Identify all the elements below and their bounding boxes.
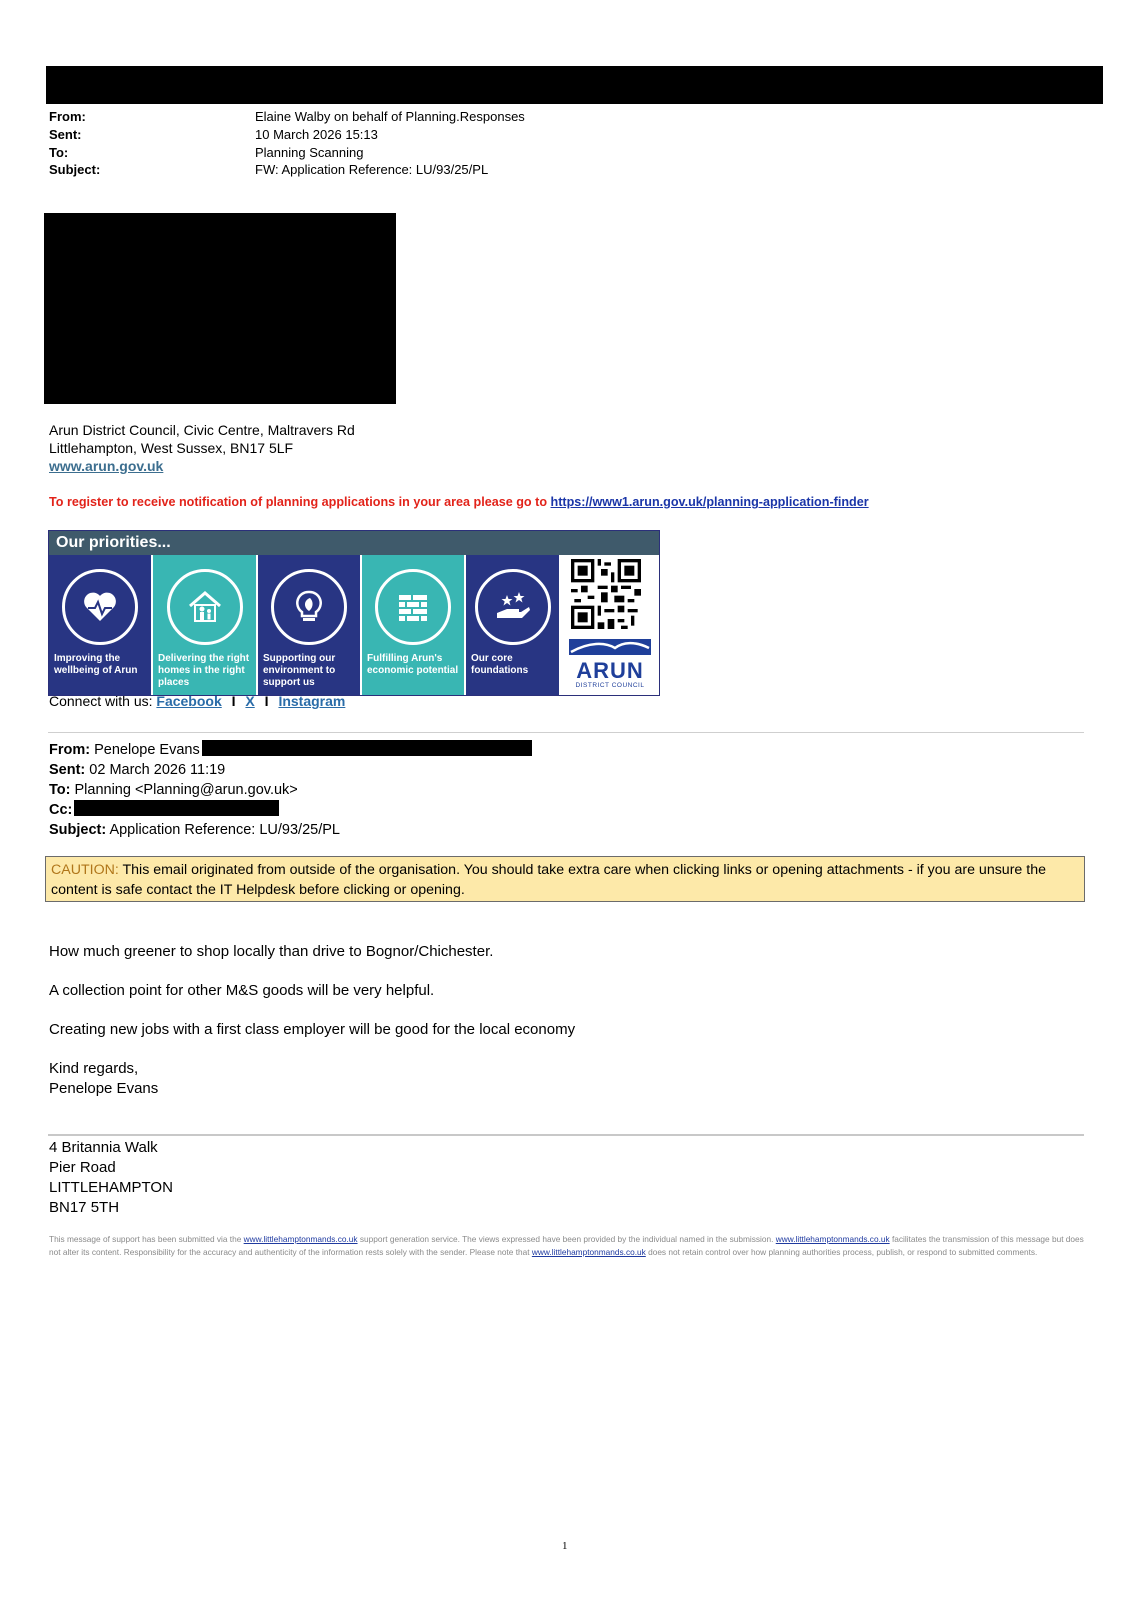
sent-label: Sent: xyxy=(49,127,82,142)
from-value: Elaine Walby on behalf of Planning.Responses xyxy=(255,109,525,124)
address-line: Littlehampton, West Sussex, BN17 5LF xyxy=(49,440,294,456)
body-paragraph: Creating new jobs with a first class employer will be good for the local economy xyxy=(49,1021,576,1038)
fwd-sent-value: 02 March 2026 11:19 xyxy=(89,762,226,778)
tile-caption: Improving the wellbeing of Arun xyxy=(54,653,138,676)
fwd-subject-label: Subject: xyxy=(49,822,107,838)
divider xyxy=(48,1134,1084,1136)
fwd-subject-value: Application Reference: LU/93/25/PL xyxy=(109,822,340,838)
fwd-from-label: From: xyxy=(49,742,91,758)
qr-code-icon[interactable] xyxy=(571,559,641,629)
fwd-sent-label: Sent: xyxy=(49,762,86,778)
subject-value: FW: Application Reference: LU/93/25/PL xyxy=(255,162,489,177)
disclaimer-link[interactable]: www.littlehamptonmands.co.uk xyxy=(775,1234,890,1244)
connect-row xyxy=(49,693,345,709)
body-paragraph: How much greener to shop locally than drive to Bognor/Chichester. xyxy=(49,943,494,960)
qr-and-logo xyxy=(561,555,659,695)
page-number: 1 xyxy=(562,1540,568,1552)
council-website-link[interactable]: www.arun.gov.uk xyxy=(49,458,164,474)
instagram-link[interactable]: Instagram xyxy=(278,693,346,709)
x-link[interactable]: X xyxy=(245,693,255,709)
brick-wall-icon xyxy=(375,569,451,645)
notice-text: To register to receive notification of planning applications in your area please go to xyxy=(49,495,548,509)
divider xyxy=(48,732,1084,733)
planning-finder-link[interactable]: https://www1.arun.gov.uk/planning-application-finder xyxy=(550,495,869,509)
fwd-to-label: To: xyxy=(49,782,71,798)
tile-caption: Our core foundations xyxy=(471,653,529,676)
separator: I xyxy=(264,693,269,709)
tile-caption: Fulfilling Arun's economic potential xyxy=(367,653,459,676)
home-family-icon xyxy=(167,569,243,645)
to-label: To: xyxy=(49,145,69,160)
subject-label: Subject: xyxy=(49,162,101,177)
body-paragraph: A collection point for other M&S goods will be very helpful. xyxy=(49,982,435,999)
facebook-link[interactable]: Facebook xyxy=(156,693,222,709)
fwd-cc-label: Cc: xyxy=(49,802,73,818)
address-line: LITTLEHAMPTON xyxy=(49,1179,173,1196)
fwd-from-value: Penelope Evans xyxy=(94,742,200,758)
disclaimer-text: does not retain control over how planning authorities process, publish, or respond to submitted comments. xyxy=(648,1247,1038,1257)
disclaimer-text: support generation service. The views expressed have been provided by the individual named in the submission. xyxy=(359,1234,774,1244)
logo-subtext: DISTRICT COUNCIL xyxy=(575,682,645,689)
priority-tile-wellbeing xyxy=(49,555,153,695)
arun-logo xyxy=(569,639,651,691)
postal-address xyxy=(49,1138,173,1218)
from-label: From: xyxy=(49,109,86,124)
priority-tile-environment xyxy=(258,555,362,695)
caution-banner xyxy=(45,856,1085,902)
separator: I xyxy=(231,693,236,709)
fwd-to-value: Planning <Planning@arun.gov.uk> xyxy=(74,782,298,798)
to-value: Planning Scanning xyxy=(255,145,364,160)
forwarded-header xyxy=(49,740,532,840)
priority-tile-foundations xyxy=(466,555,561,695)
logo-text: ARUN xyxy=(576,658,644,683)
priority-tile-homes xyxy=(153,555,258,695)
redaction-bar-top xyxy=(46,66,1103,104)
redacted-email xyxy=(202,740,532,756)
connect-label: Connect with us: xyxy=(49,693,153,709)
sender-name: Penelope Evans xyxy=(49,1080,159,1097)
caution-label: CAUTION: xyxy=(51,862,119,878)
disclaimer xyxy=(49,1233,1089,1259)
disclaimer-link[interactable]: www.littlehamptonmands.co.uk xyxy=(531,1247,646,1257)
priorities-banner xyxy=(48,530,660,696)
address-line: Arun District Council, Civic Centre, Maltravers Rd xyxy=(49,422,355,438)
address-line: 4 Britannia Walk xyxy=(49,1139,158,1156)
caution-text: This email originated from outside of the organisation. You should take extra care when clicking links or opening attachments - if you are unsure the content is safe contact the IT Helpdesk before clicking or opening. xyxy=(51,862,1046,898)
disclaimer-text: facilitates the transmission of this message but does not alter its content. Responsibility for the accuracy and authenticity of the information rests solely with the sender. Please note that xyxy=(49,1234,1084,1257)
tile-caption: Delivering the right homes in the right places xyxy=(158,653,250,688)
address-line: BN17 5TH xyxy=(49,1199,120,1216)
address-line: Pier Road xyxy=(49,1159,116,1176)
wave-icon xyxy=(569,639,651,655)
heart-pulse-icon xyxy=(62,569,138,645)
tile-caption: Supporting our environment to support us xyxy=(263,653,336,688)
priority-tile-economy xyxy=(362,555,466,695)
priorities-heading: Our priorities... xyxy=(49,531,659,555)
redacted-image xyxy=(44,213,396,404)
redacted-cc xyxy=(74,800,279,816)
sent-value: 10 March 2026 15:13 xyxy=(255,127,378,142)
hand-stars-icon xyxy=(475,569,551,645)
council-address xyxy=(49,421,355,475)
disclaimer-link[interactable]: www.littlehamptonmands.co.uk xyxy=(243,1234,358,1244)
lightbulb-leaf-icon xyxy=(271,569,347,645)
disclaimer-text: This message of support has been submitted via the xyxy=(49,1234,242,1244)
planning-notice xyxy=(49,495,869,509)
closing: Kind regards, xyxy=(49,1060,139,1077)
